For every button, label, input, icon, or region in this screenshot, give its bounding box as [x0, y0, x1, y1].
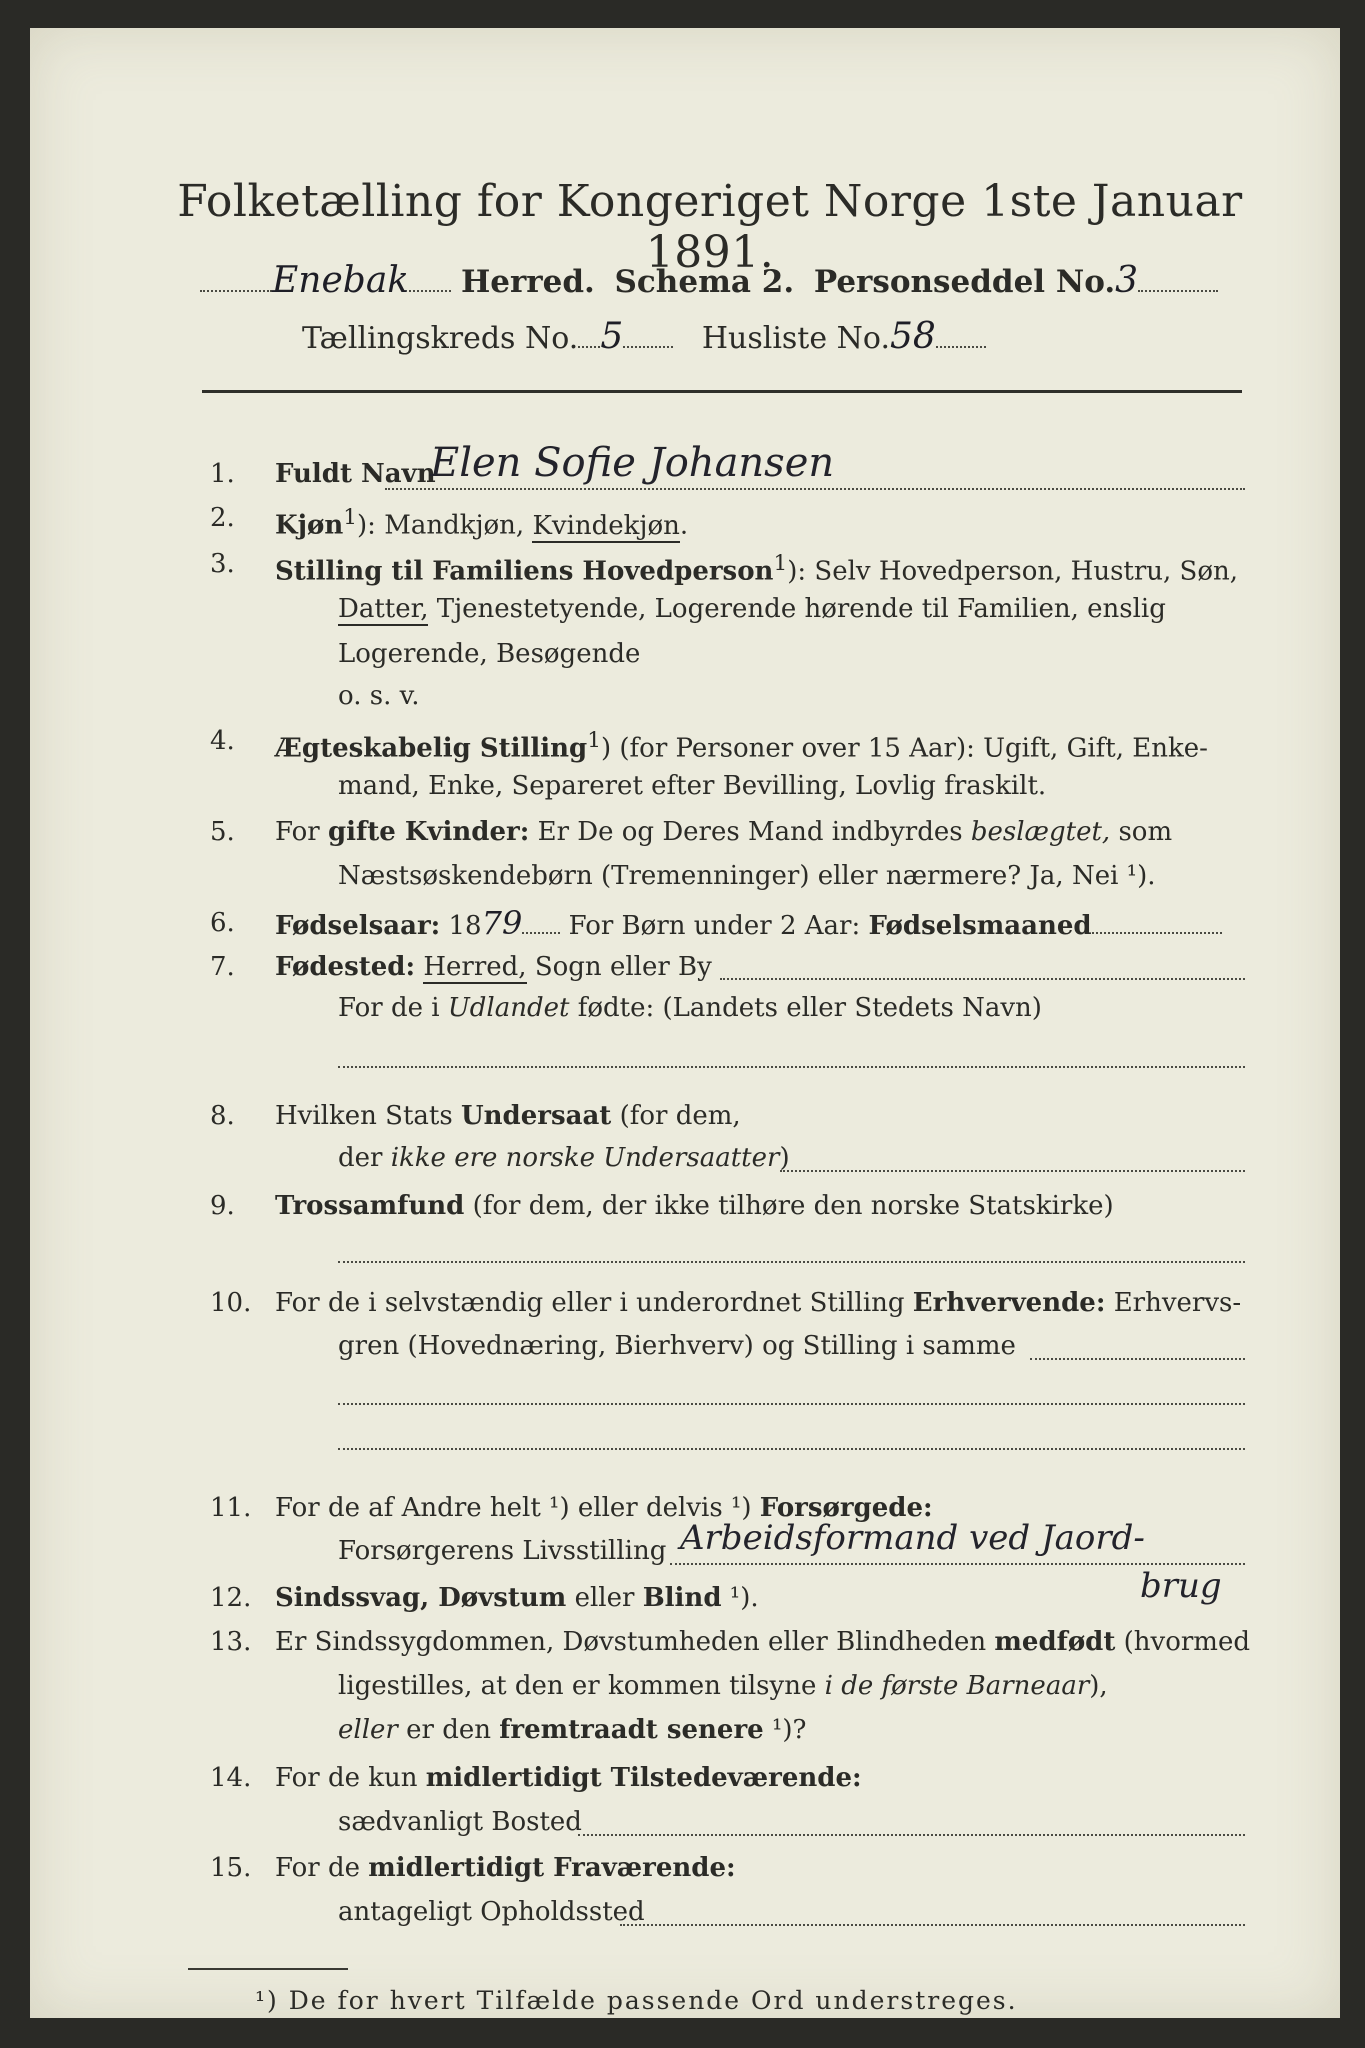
herred-line: [200, 260, 1218, 301]
field-5-line2: Næstsøskendebørn (Tremenninger) eller nærmere? Ja, Nei ¹).: [338, 861, 1156, 891]
field-14-line2: sædvanligt Bosted: [338, 1807, 582, 1837]
field-12-label: Sindssvag, Døvstum: [275, 1583, 567, 1613]
field-14-dotline: [578, 1834, 1245, 1836]
husliste-number: 58: [889, 316, 936, 357]
field-3-line2: Tjenestetyende, Logerende hørende til Familien, enslig: [428, 594, 1166, 624]
footnote-text: ¹) De for hvert Tilfælde passende Ord understreges.: [255, 1986, 1018, 2015]
field-10-rest: Erhvervs-: [1105, 1288, 1242, 1318]
census-form-sheet: [30, 28, 1340, 2018]
field-9-rest: (for dem, der ikke tilhøre den norske Statskirke): [464, 1191, 1114, 1221]
field-8-number: 8.: [210, 1101, 235, 1131]
field-9-label: Trossamfund: [275, 1191, 465, 1221]
field-7-dotline: [720, 978, 1245, 980]
kreds-number: 5: [600, 316, 624, 357]
field-10-dotline3: [338, 1448, 1245, 1450]
field-6-prefix: 18: [440, 911, 482, 941]
field-10-line2: gren (Hovednæring, Bierhverv) og Stilling i samme: [338, 1331, 1016, 1361]
field-14-number: 14.: [210, 1763, 252, 1793]
field-15-line2: antageligt Opholdssted: [338, 1897, 645, 1927]
field-13-line2a: ligestilles, at den er kommen tilsyne: [338, 1671, 825, 1701]
field-12-number: 12.: [210, 1583, 252, 1613]
field-13-line2b: i de første Barneaar: [824, 1671, 1090, 1701]
field-5-number: 5.: [210, 817, 235, 847]
field-7-line2b: fødte: (Landets eller Stedets Navn): [569, 993, 1042, 1023]
field-3-line2-row: [338, 591, 1338, 627]
field-12-end: ¹).: [721, 1583, 759, 1613]
field-8-dotline: [780, 1170, 1245, 1172]
field-11-pre: For de af Andre helt ¹) eller delvis ¹): [275, 1493, 760, 1523]
field-12-mid: eller: [566, 1583, 643, 1613]
field-7-rest: Sogn eller By: [526, 952, 712, 982]
field-3-line1: ): Selv Hovedperson, Hustru, Søn,: [787, 556, 1239, 587]
field-8-pre: Hvilken Stats: [275, 1101, 461, 1131]
field-15-label: midlertidigt Fraværende:: [368, 1853, 736, 1883]
form-title: Folketælling for Kongeriget Norge 1ste Januar 1891.: [177, 176, 1243, 278]
field-10-number: 10.: [210, 1288, 252, 1318]
field-12-label2: Blind: [642, 1583, 722, 1613]
field-15-dotline: [620, 1924, 1245, 1926]
field-1-dotline: [385, 488, 1245, 490]
field-4-footnote-ref: 1: [587, 728, 601, 753]
herred-name-handwritten: Enebak: [272, 260, 410, 301]
field-3-line4: o. s. v.: [338, 681, 420, 711]
field-6-label: Fødselsaar:: [275, 911, 441, 941]
field-13-number: 13.: [210, 1627, 252, 1657]
field-13-line3c: fremtraadt senere: [499, 1715, 764, 1745]
field-8-rest: (for dem,: [611, 1101, 741, 1131]
field-5-som: som: [1110, 817, 1173, 847]
field-5-line1: Er De og Deres Mand indbyrdes: [529, 817, 971, 847]
field-6-year-handwritten: 79: [481, 904, 523, 942]
personseddel-label: Personseddel No.: [813, 264, 1116, 300]
field-13-line1b: (hvormed: [1115, 1627, 1250, 1657]
field-11-number: 11.: [210, 1493, 252, 1523]
field-3-number: 3.: [210, 549, 235, 579]
header-divider: [202, 390, 1242, 393]
field-8-line2c: ): [779, 1143, 790, 1173]
field-10-pre: For de i selvstændig eller i underordnet Stilling: [275, 1288, 913, 1318]
field-1-number: 1.: [210, 459, 235, 489]
field-13-line3d: ¹)?: [763, 1715, 807, 1745]
field-8-label: Undersaat: [460, 1101, 612, 1131]
field-6-label2: Fødselsmaaned: [868, 911, 1092, 941]
field-2-label: Kjøn: [275, 510, 344, 541]
field-3-label: Stilling til Familiens Hovedperson: [275, 556, 774, 587]
field-5-pre: For: [275, 817, 328, 847]
field-8-line2b: ikke ere norske Undersaatter: [390, 1143, 780, 1173]
field-2-number: 2.: [210, 503, 235, 533]
field-13-line2c: ),: [1089, 1671, 1108, 1701]
field-7-udlandet: Udlandet: [447, 993, 570, 1023]
field-13-line3-row: [338, 1712, 1338, 1748]
field-8-line2a: der: [338, 1143, 391, 1173]
field-3-line3: Logerende, Besøgende: [338, 639, 641, 669]
field-4-line2: mand, Enke, Separeret efter Bevilling, Lovlig fraskilt.: [338, 771, 1047, 801]
personseddel-number: 3: [1115, 260, 1139, 301]
field-4-line1: ) (for Personer over 15 Aar): Ugift, Gift, Enke-: [600, 733, 1208, 764]
field-13-line2-row: [338, 1668, 1338, 1704]
field-1-label: Fuldt Navn: [275, 459, 436, 489]
herred-label: Herred.: [460, 264, 595, 300]
field-7-number: 7.: [210, 952, 235, 982]
husliste-label: Husliste No.: [701, 321, 890, 356]
schema-label: Schema 2.: [614, 264, 795, 300]
field-13-label: medfødt: [994, 1627, 1116, 1657]
field-10-dotline2: [338, 1403, 1245, 1405]
field-11-line2: Forsørgerens Livsstilling: [338, 1536, 667, 1566]
field-4-number: 4.: [210, 726, 235, 756]
field-10-label: Erhvervende:: [912, 1288, 1106, 1318]
field-7-dotline2: [338, 1066, 1245, 1068]
field-15-number: 15.: [210, 1853, 252, 1883]
field-3-datter-underlined: Datter,: [338, 594, 429, 624]
field-9-number: 9.: [210, 1191, 235, 1221]
kreds-label: Tællingskreds No.: [302, 321, 579, 356]
field-6-rest: For Børn under 2 Aar:: [560, 911, 869, 941]
field-7-herred-underlined: Herred,: [423, 952, 527, 982]
field-6-number: 6.: [210, 908, 235, 938]
footnote-rule: [188, 1968, 348, 1970]
field-11-value2-handwritten: brug: [1140, 1566, 1222, 1606]
kreds-line: [302, 316, 986, 357]
field-7-line2-row: [338, 990, 1338, 1026]
field-11-value-handwritten: Arbeidsformand ved Jaord-: [680, 1518, 1145, 1558]
field-13-line1a: Er Sindssygdommen, Døvstumheden eller Blindheden: [275, 1627, 995, 1657]
field-11-dotline: [670, 1563, 1245, 1565]
field-1-value-handwritten: Elen Sofie Johansen: [430, 440, 835, 486]
field-2-kvindekjon-underlined: Kvindekjøn: [532, 510, 680, 541]
field-10-dotline: [1030, 1358, 1245, 1360]
field-15-pre: For de: [275, 1853, 369, 1883]
field-13-line3a: eller: [338, 1715, 398, 1745]
field-3-footnote-ref: 1: [773, 551, 788, 576]
field-9-dotline: [338, 1261, 1245, 1263]
field-2-options: ): Mandkjøn,: [357, 510, 533, 541]
field-2-end: .: [679, 510, 689, 541]
field-14-pre: For de kun: [275, 1763, 426, 1793]
field-4-label: Ægteskabelig Stilling: [275, 733, 588, 764]
field-7-label: Fødested:: [275, 952, 416, 982]
field-5-label: gifte Kvinder:: [327, 817, 530, 847]
field-13-line3b: er den: [397, 1715, 500, 1745]
field-2-footnote-ref: 1: [343, 505, 358, 530]
field-7-line2a: For de i: [338, 993, 448, 1023]
field-11-label: Forsørgede:: [759, 1493, 933, 1523]
field-5-beslaegtet: beslægtet,: [970, 817, 1111, 847]
field-14-label: midlertidigt Tilstedeværende:: [425, 1763, 862, 1793]
